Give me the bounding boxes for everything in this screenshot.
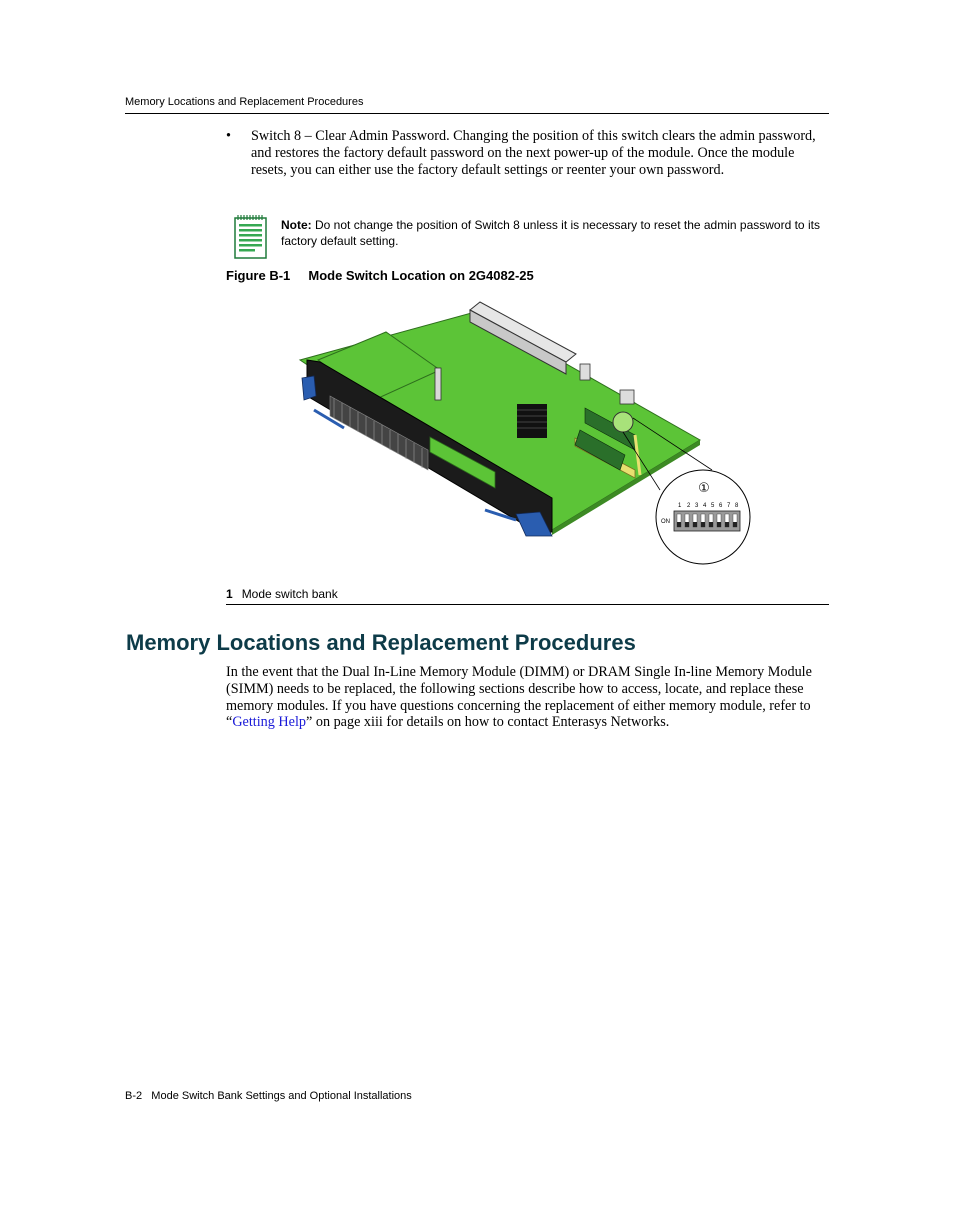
dip-number: 1 [678, 503, 682, 509]
section-heading: Memory Locations and Replacement Procedures [126, 630, 636, 655]
para-text: ” on page xiii for details on how to contact Enterasys Networks. [306, 714, 670, 731]
getting-help-link[interactable]: Getting Help [232, 714, 306, 731]
figure-legend [226, 587, 338, 601]
note-label: Note: [281, 218, 312, 232]
para-text: In the event that the Dual In-Line Memory Module (DIMM) or DRAM Single In-line Memory Module (SIMM) needs to be replaced, the following sections describe how to access, locate, and replace these memory modules. If you have questions concerning the replacement of either memory module, refer to “ [226, 664, 812, 731]
figure-caption [226, 268, 534, 283]
legend-number: 1 [226, 587, 233, 601]
dip-on-label: ON [661, 519, 670, 525]
header-rule [125, 113, 829, 114]
left-ejector [302, 376, 316, 400]
callout-1: ① [698, 481, 710, 496]
module-illustration [290, 300, 760, 570]
page-footer [125, 1090, 412, 1102]
footer-chapter-title: Mode Switch Bank Settings and Optional Installations [151, 1090, 412, 1102]
footer-page-number: B-2 [125, 1090, 143, 1102]
figure-title: Mode Switch Location on 2G4082-25 [308, 268, 534, 283]
note-body: Do not change the position of Switch 8 unless it is necessary to reset the admin password to its factory default setting. [281, 218, 820, 248]
body-paragraph [226, 664, 816, 731]
notepad-icon [234, 214, 267, 259]
bullet-text: Switch 8 – Clear Admin Password. Changing the position of this switch clears the admin password, and restores the factory default password on the next power-up of the module. Once the module resets, you can either use the factory default settings or reenter your own password. [251, 128, 816, 178]
legend-text: Mode switch bank [241, 587, 338, 601]
dip-number: 2 [687, 503, 691, 509]
dip-number: 5 [711, 503, 715, 509]
dip-number: 7 [727, 503, 731, 509]
legend-rule [226, 604, 829, 605]
running-header: Memory Locations and Replacement Procedures [125, 96, 364, 108]
bullet-symbol: • [226, 128, 231, 144]
dip-number: 3 [695, 503, 699, 509]
chip [517, 404, 547, 438]
dip-switch-bank [674, 511, 740, 531]
note-text [281, 218, 831, 249]
figure-number: Figure B-1 [226, 268, 291, 283]
dip-number: 8 [735, 503, 739, 509]
dip-number: 6 [719, 503, 723, 509]
dip-number: 4 [703, 503, 707, 509]
bullet-item [226, 128, 816, 178]
